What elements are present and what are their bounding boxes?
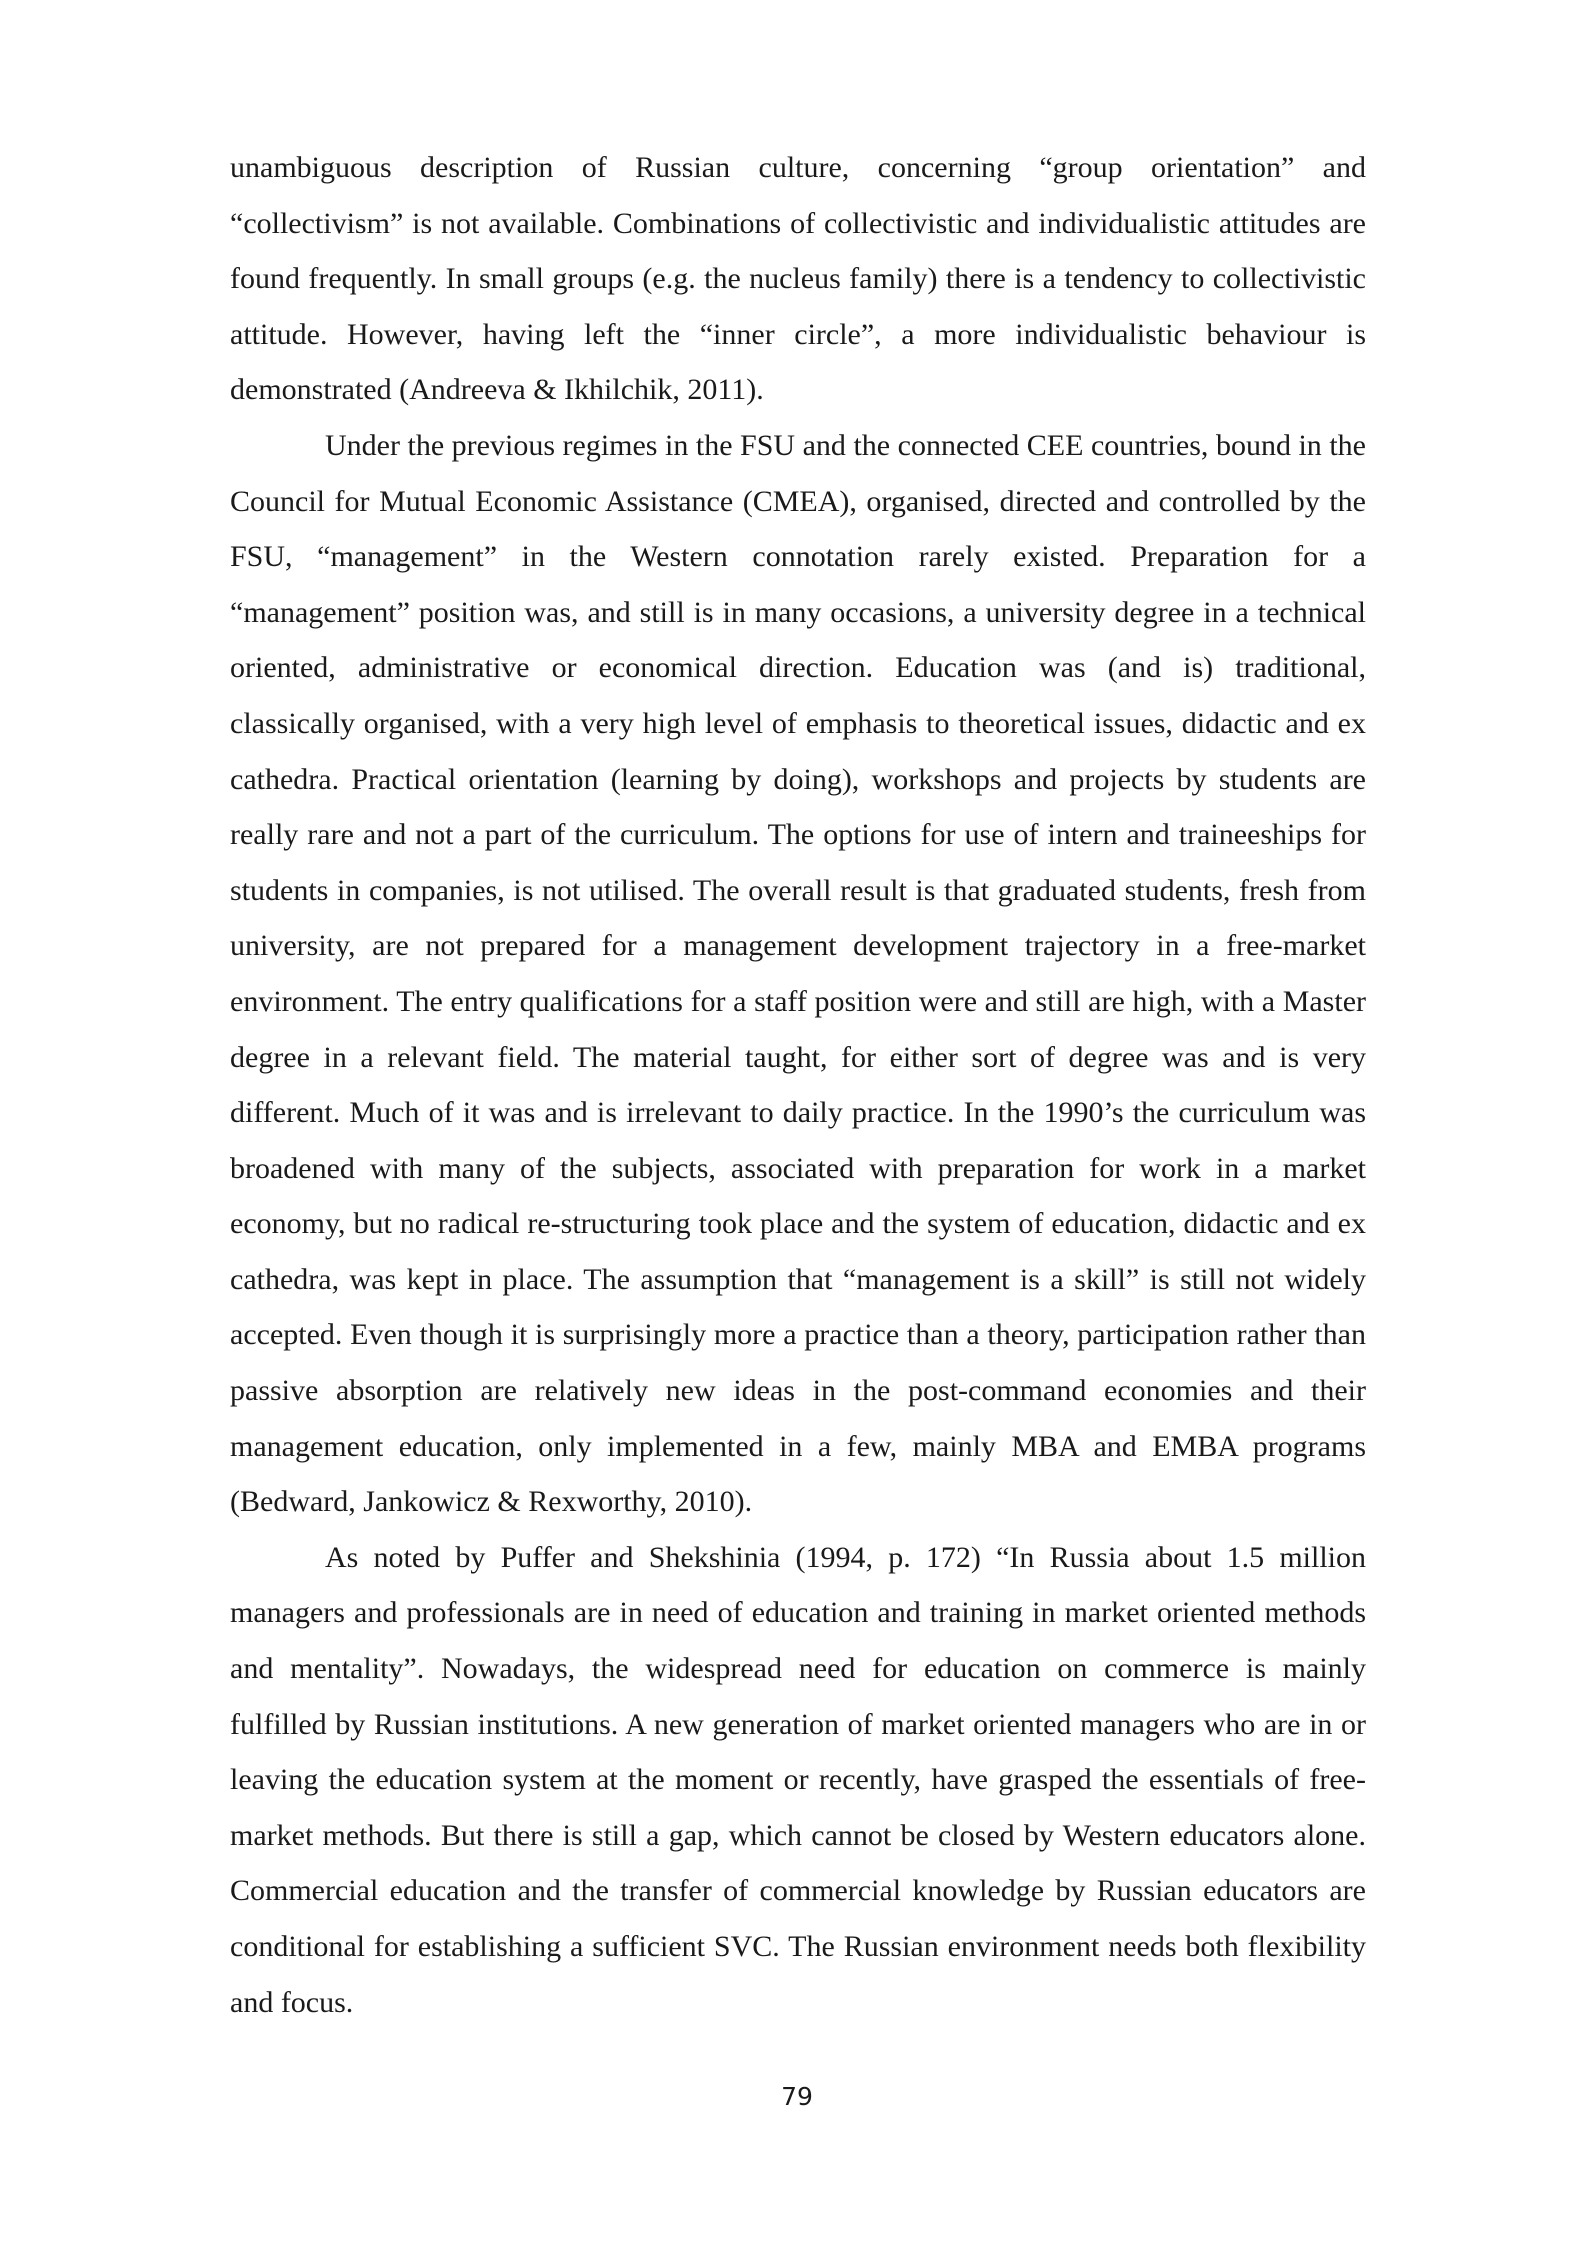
paragraph-management-education: Under the previous regimes in the FSU and the connected CEE countries, bound in the Council for Mutual Economic Assistance (CMEA), organised, directed and controlled by the FSU, “management” in the Western connotation rarely existed. Preparation for a “management” position was, and still is in many occasions, a university degree in a technical oriented, administrative or economical direction. Education was (and is) traditional, classically organised, with a very high level of emphasis to theoretical issues, didactic and ex cathedra. Practical orientation (learning by doing), workshops and projects by students are really rare and not a part of the curriculum. The options for use of intern and traineeships for students in companies, is not utilised. The overall result is that graduated students, fresh from university, are not prepared for a management development trajectory in a free-market environment. The entry qualifications for a staff position were and still are high, with a Master degree in a relevant field. The material taught, for either sort of degree was and is very different. Much of it was and is irrelevant to daily practice. In the 1990’s the curriculum was broadened with many of the subjects, associated with preparation for work in a market economy, but no radical re-structuring took place and the system of education, didactic and ex cathedra, was kept in place. The assumption that “management is a skill” is still not widely accepted. Even though it is surprisingly more a practice than a theory, participation rather than passive absorption are relatively new ideas in the post-command economies and their management education, only implemented in a few, mainly MBA and EMBA programs (Bedward, Jankowicz & Rexworthy, 2010). [230, 428, 1366, 1519]
page-number: 79 [781, 2082, 813, 2111]
paragraph-market-oriented-managers: As noted by Puffer and Shekshinia (1994, p. 172) “In Russia about 1.5 million managers and professionals are in need of education and training in market oriented methods and mentality”. Nowadays, the widespread need for education on commerce is mainly fulfilled by Russian institutions. A new generation of market oriented managers who are in or leaving the education system at the moment or recently, have grasped the essentials of free-market methods. But there is still a gap, which cannot be closed by Western educators alone. Commercial education and the transfer of commercial knowledge by Russian educators are conditional for establishing a sufficient SVC. The Russian environment needs both flexibility and focus. [230, 1540, 1366, 2019]
body-text [230, 140, 1366, 2030]
paragraph-continuation: unambiguous description of Russian culture, concerning “group orientation” and “collectivism” is not available. Combinations of collectivistic and individualistic attitudes are found frequently. In small groups (e.g. the nucleus family) there is a tendency to collectivistic attitude. However, having left the “inner circle”, a more individualistic behaviour is demonstrated (Andreeva & Ikhilchik, 2011). [230, 151, 1366, 407]
